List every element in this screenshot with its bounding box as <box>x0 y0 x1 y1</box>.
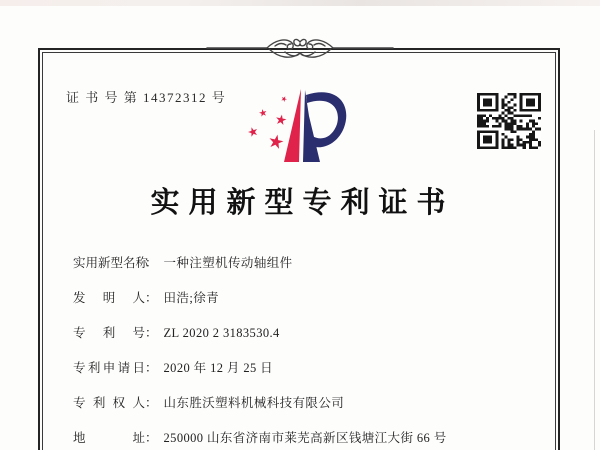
certificate-number: 证 书 号 第 14372312 号 <box>66 90 227 105</box>
field-row-address: 地址： 250000 山东省济南市莱芜高新区钱塘江大街 66 号 <box>73 421 543 450</box>
field-value: ZL 2020 2 3183530.4 <box>163 326 280 340</box>
certificate-fields <box>73 246 543 450</box>
field-label: 发明人 <box>73 291 145 305</box>
scan-artifact-top-band <box>0 0 600 6</box>
cnipa-patent-logo-icon <box>248 86 358 168</box>
field-value: 田浩;徐青 <box>163 291 219 305</box>
frame-top-flourish-icon <box>205 34 395 62</box>
field-value: 一种注塑机传动轴组件 <box>163 256 293 270</box>
field-label: 专利权人 <box>73 396 145 410</box>
qr-code <box>477 93 541 149</box>
field-row-filing-date: 专利申请日： 2020 年 12 月 25 日 <box>73 351 543 386</box>
certificate-title: 实用新型专利证书 <box>150 187 455 219</box>
field-value: 250000 山东省济南市莱芜高新区钱塘江大街 66 号 <box>163 431 447 445</box>
field-label: 地址 <box>73 431 145 445</box>
field-row-patent-number: 专利号： ZL 2020 2 3183530.4 <box>73 316 543 351</box>
field-value: 山东胜沃塑料机械科技有限公司 <box>163 396 345 410</box>
field-row-patentee: 专利权人： 山东胜沃塑料机械科技有限公司 <box>73 386 543 421</box>
field-label: 专利号 <box>73 326 145 340</box>
scan-artifact-page-edge <box>594 130 595 450</box>
field-label: 专利申请日 <box>73 361 145 375</box>
field-value: 2020 年 12 月 25 日 <box>163 361 274 375</box>
field-label: 实用新型名称 <box>73 256 149 270</box>
field-row-utility-model-name: 实用新型名称： 一种注塑机传动轴组件 <box>73 246 543 281</box>
field-row-inventors: 发明人： 田浩;徐青 <box>73 281 543 316</box>
